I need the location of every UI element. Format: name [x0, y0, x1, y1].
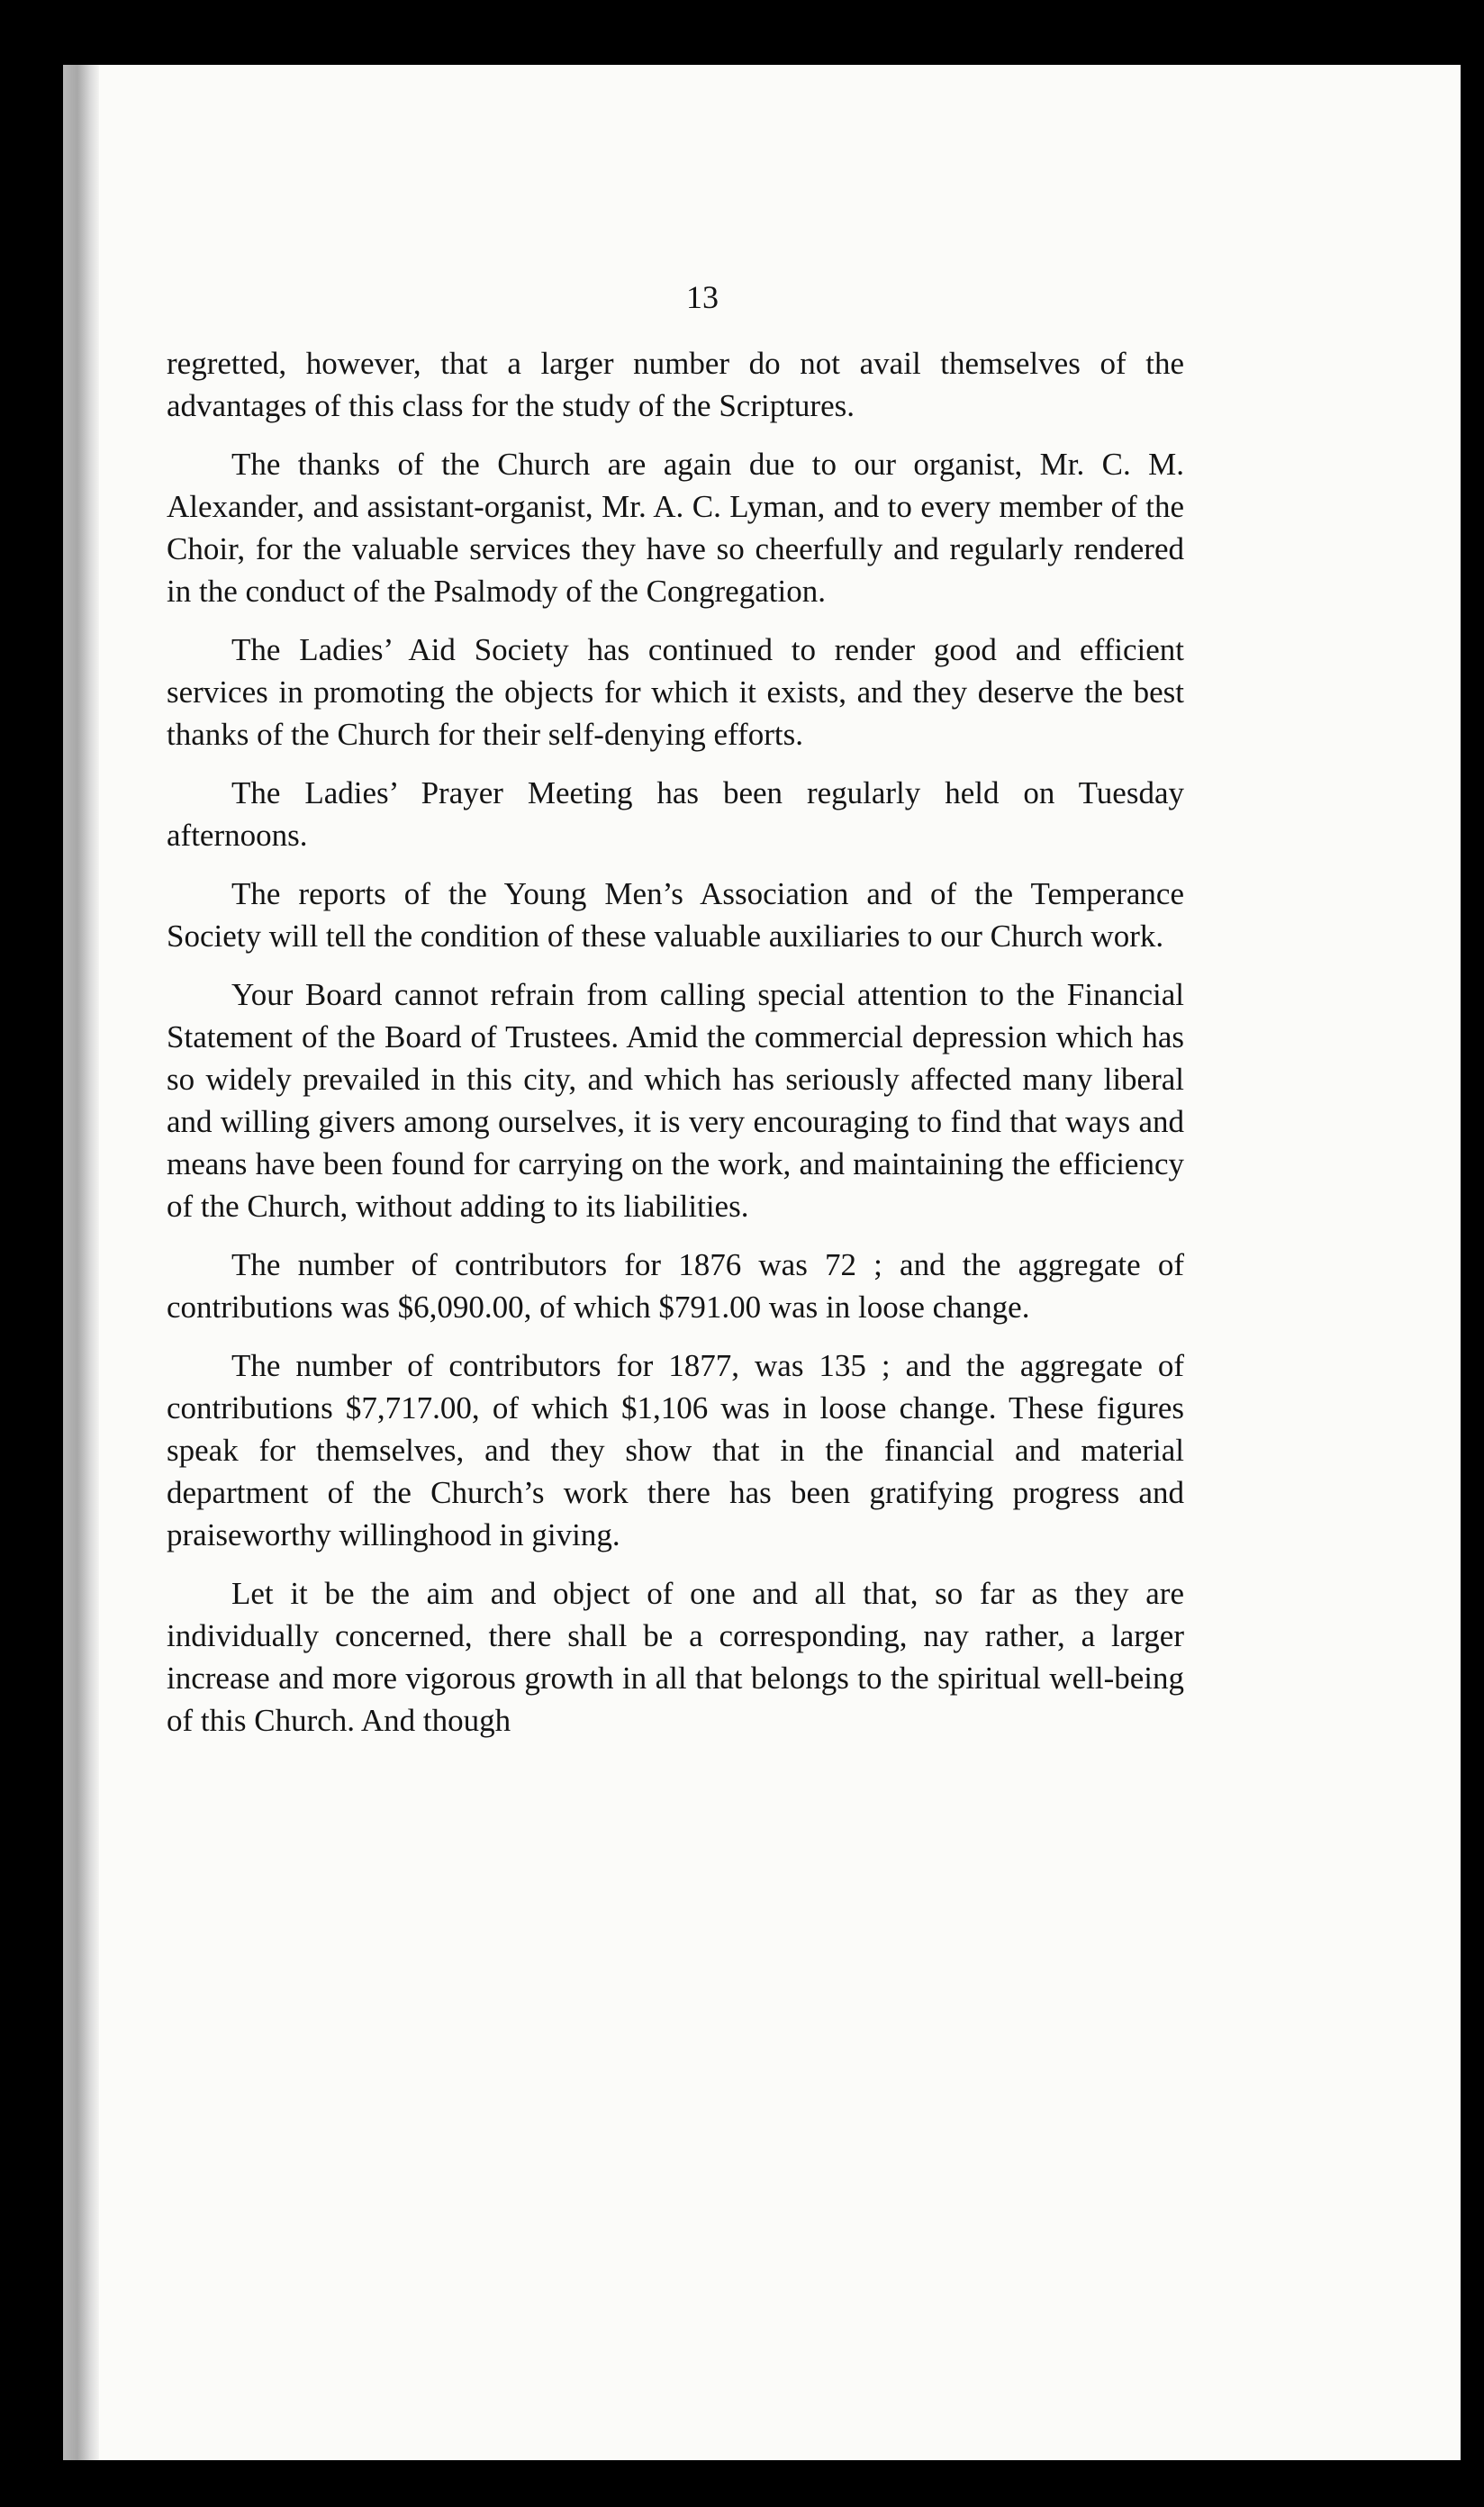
- paragraph-9: Let it be the aim and object of one and all that, so far as they are individually concerned, there shall be a corresponding, nay rather, a larger increase and more vigorous growth in all that belongs to the spiritual well-being of this Church. And though: [167, 1576, 1184, 1738]
- paragraph-5: The reports of the Young Men’s Association and of the Temperance Society will tell the condition of these valuable auxiliaries to our Church work.: [167, 876, 1184, 954]
- page-binding-edge: [63, 65, 99, 2460]
- paragraph-4: The Ladies’ Prayer Meeting has been regularly held on Tuesday afternoons.: [167, 775, 1184, 853]
- paragraph-8: The number of contributors for 1877, was 135 ; and the aggregate of contributions $7,717.00, of which $1,106 was in loose change. These figures speak for themselves, and they show that in the financial and material department of the Church’s work there has been gratifying progress and praiseworthy willinghood in giving.: [167, 1348, 1184, 1552]
- paragraph-3: The Ladies’ Aid Society has continued to render good and efficient services in promoting the objects for which it exists, and they deserve the best thanks of the Church for their self-denying efforts.: [167, 632, 1184, 752]
- paragraph-6: Your Board cannot refrain from calling special attention to the Financial Statement of the Board of Trustees. Amid the commercial depression which has so widely prevailed in this city, and which has seriously affected many liberal and willing givers among ourselves, it is very encouraging to find that ways and means have been found for carrying on the work, and maintaining the efficiency of the Church, without adding to its liabilities.: [167, 977, 1184, 1224]
- paragraph-7: The number of contributors for 1876 was 72 ; and the aggregate of contributions was $6,090.00, of which $791.00 was in loose change.: [167, 1247, 1184, 1325]
- paragraph-1: regretted, however, that a larger number do not avail themselves of the advantages of this class for the study of the Scriptures.: [167, 346, 1184, 423]
- page-text: [167, 279, 1184, 1742]
- paragraph-2: The thanks of the Church are again due to our organist, Mr. C. M. Alexander, and assistant-organist, Mr. A. C. Lyman, and to every member of the Choir, for the valuable services they have so cheerfully and regularly rendered in the conduct of the Psalmody of the Congregation.: [167, 447, 1184, 609]
- page-number: 13: [686, 279, 719, 315]
